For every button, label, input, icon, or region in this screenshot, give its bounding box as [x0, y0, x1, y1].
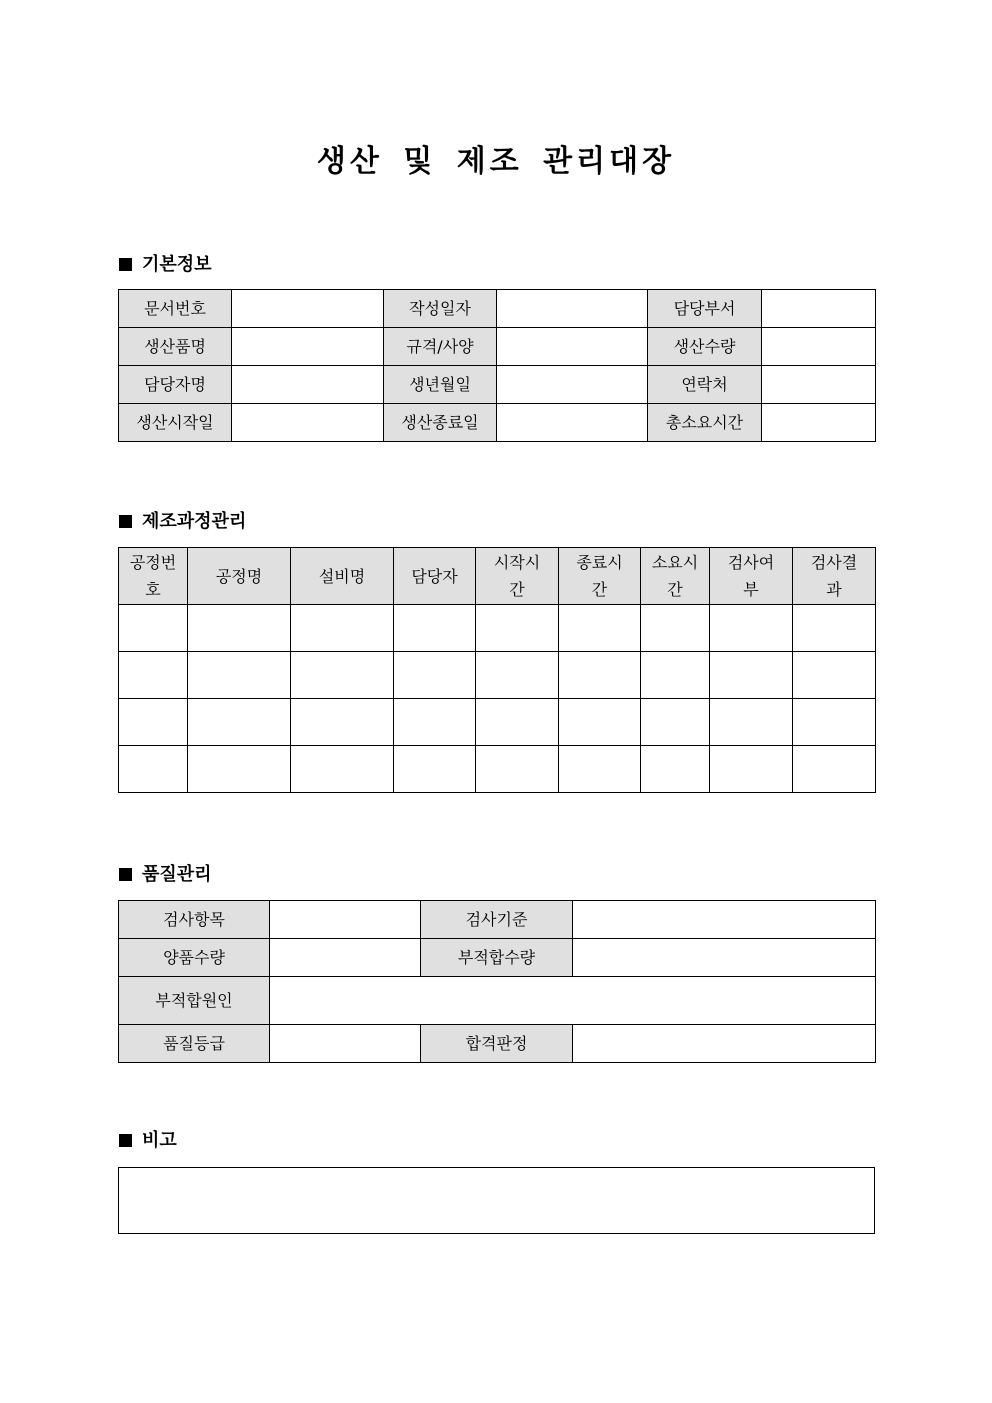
cell[interactable]: [119, 652, 188, 699]
cell[interactable]: [119, 699, 188, 746]
cell[interactable]: [559, 746, 641, 793]
label-defect-qty: 부적합수량: [421, 939, 573, 977]
field-pass-judgement[interactable]: [573, 1025, 876, 1063]
section-title: 비고: [142, 1130, 177, 1151]
section-heading-process: [119, 510, 246, 534]
field-product-name[interactable]: [232, 328, 384, 366]
table-row: [119, 366, 876, 404]
cell[interactable]: [394, 746, 476, 793]
field-end-date[interactable]: [497, 404, 648, 442]
label-end-date: 생산종료일: [384, 404, 497, 442]
label-total-time: 총소요시간: [648, 404, 762, 442]
cell[interactable]: [119, 746, 188, 793]
remarks-field[interactable]: [118, 1167, 875, 1234]
cell[interactable]: [641, 652, 710, 699]
cell[interactable]: [291, 605, 394, 652]
field-manager-name[interactable]: [232, 366, 384, 404]
label-contact: 연락처: [648, 366, 762, 404]
label-pass-judgement: 합격판정: [421, 1025, 573, 1063]
section-heading-basic: [119, 253, 212, 277]
cell[interactable]: [476, 746, 559, 793]
section-title: 제조과정관리: [142, 511, 247, 532]
field-quality-grade[interactable]: [270, 1025, 421, 1063]
cell[interactable]: [793, 605, 876, 652]
cell[interactable]: [559, 605, 641, 652]
cell[interactable]: [710, 652, 793, 699]
table-row: [119, 328, 876, 366]
cell[interactable]: [793, 699, 876, 746]
table-header-row: [119, 548, 876, 605]
table-row: [119, 605, 876, 652]
field-department[interactable]: [762, 290, 876, 328]
cell[interactable]: [710, 699, 793, 746]
field-birthdate[interactable]: [497, 366, 648, 404]
label-manager-name: 담당자명: [119, 366, 232, 404]
label-inspection-standard: 검사기준: [421, 901, 573, 939]
section-title: 기본정보: [142, 254, 212, 275]
square-bullet-icon: [119, 258, 132, 271]
cell[interactable]: [641, 605, 710, 652]
field-contact[interactable]: [762, 366, 876, 404]
field-inspection-item[interactable]: [270, 901, 421, 939]
label-product-name: 생산품명: [119, 328, 232, 366]
cell[interactable]: [188, 746, 291, 793]
square-bullet-icon: [119, 868, 132, 881]
field-start-date[interactable]: [232, 404, 384, 442]
label-written-date: 작성일자: [384, 290, 497, 328]
cell[interactable]: [710, 746, 793, 793]
field-document-number[interactable]: [232, 290, 384, 328]
section-heading-quality: [119, 863, 212, 887]
table-row: [119, 746, 876, 793]
section-heading-remarks: [119, 1129, 177, 1153]
cell[interactable]: [793, 652, 876, 699]
cell[interactable]: [793, 746, 876, 793]
cell[interactable]: [641, 699, 710, 746]
cell[interactable]: [394, 699, 476, 746]
square-bullet-icon: [119, 515, 132, 528]
cell[interactable]: [291, 699, 394, 746]
label-birthdate: 생년월일: [384, 366, 497, 404]
field-defect-cause[interactable]: [270, 977, 876, 1025]
field-defect-qty[interactable]: [573, 939, 876, 977]
cell[interactable]: [641, 746, 710, 793]
cell[interactable]: [559, 652, 641, 699]
table-row: [119, 290, 876, 328]
table-row: [119, 939, 876, 977]
header-process-number: 공정번 호: [119, 548, 188, 605]
section-title: 품질관리: [142, 864, 212, 885]
label-start-date: 생산시작일: [119, 404, 232, 442]
header-equipment-name: 설비명: [291, 548, 394, 605]
table-row: [119, 404, 876, 442]
label-quality-grade: 품질등급: [119, 1025, 270, 1063]
label-document-number: 문서번호: [119, 290, 232, 328]
cell[interactable]: [394, 605, 476, 652]
header-manager: 담당자: [394, 548, 476, 605]
header-inspection-result: 검사결 과: [793, 548, 876, 605]
cell[interactable]: [710, 605, 793, 652]
cell[interactable]: [291, 652, 394, 699]
header-inspected: 검사여 부: [710, 548, 793, 605]
label-spec: 규격/사양: [384, 328, 497, 366]
header-process-name: 공정명: [188, 548, 291, 605]
table-row: [119, 652, 876, 699]
cell[interactable]: [119, 605, 188, 652]
quality-table: [118, 900, 876, 1063]
field-written-date[interactable]: [497, 290, 648, 328]
table-row: [119, 1025, 876, 1063]
table-row: [119, 977, 876, 1025]
table-row: [119, 699, 876, 746]
cell[interactable]: [476, 652, 559, 699]
cell[interactable]: [476, 699, 559, 746]
cell[interactable]: [188, 652, 291, 699]
cell[interactable]: [394, 652, 476, 699]
table-row: [119, 901, 876, 939]
process-table: [118, 547, 876, 793]
label-inspection-item: 검사항목: [119, 901, 270, 939]
cell[interactable]: [291, 746, 394, 793]
header-duration: 소요시 간: [641, 548, 710, 605]
field-inspection-standard[interactable]: [573, 901, 876, 939]
label-good-qty: 양품수량: [119, 939, 270, 977]
field-good-qty[interactable]: [270, 939, 421, 977]
header-start-time: 시작시 간: [476, 548, 559, 605]
label-department: 담당부서: [648, 290, 762, 328]
field-total-time[interactable]: [762, 404, 876, 442]
label-production-qty: 생산수량: [648, 328, 762, 366]
page-title: 생산 및 제조 관리대장: [316, 144, 676, 179]
label-defect-cause: 부적합원인: [119, 977, 270, 1025]
field-production-qty[interactable]: [762, 328, 876, 366]
field-spec[interactable]: [497, 328, 648, 366]
basic-info-table: [118, 289, 876, 442]
cell[interactable]: [476, 605, 559, 652]
square-bullet-icon: [119, 1134, 132, 1147]
header-end-time: 종료시 간: [559, 548, 641, 605]
cell[interactable]: [188, 699, 291, 746]
cell[interactable]: [188, 605, 291, 652]
cell[interactable]: [559, 699, 641, 746]
